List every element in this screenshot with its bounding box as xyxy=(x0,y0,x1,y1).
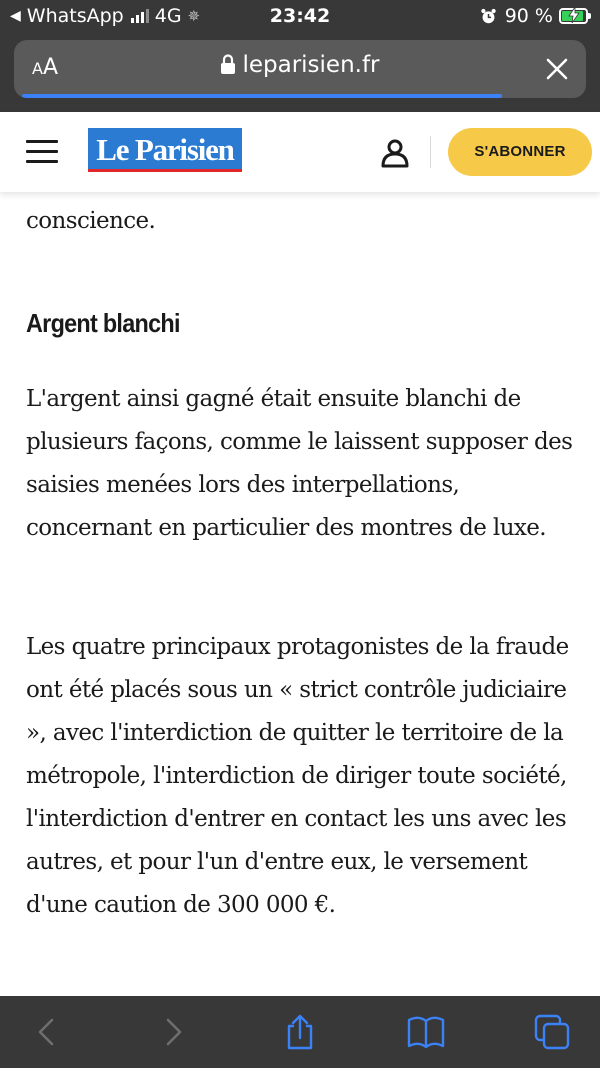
site-logo[interactable]: Le Parisien xyxy=(88,128,242,172)
browser-toolbar xyxy=(0,996,600,1068)
header-divider xyxy=(430,136,431,168)
url-display[interactable] xyxy=(14,52,586,78)
browser-bar xyxy=(0,34,600,112)
url-text: leparisien.fr xyxy=(242,52,380,78)
battery-cap xyxy=(588,13,591,19)
battery-icon xyxy=(559,8,588,24)
forward-icon[interactable] xyxy=(152,1014,192,1050)
status-bar xyxy=(0,0,600,34)
clock: 23:42 xyxy=(269,5,331,27)
address-bar[interactable] xyxy=(14,40,586,98)
text-size-small-glyph: A xyxy=(32,59,43,78)
paragraph-fragment: conscience. xyxy=(26,208,156,234)
article-paragraph: Les quatre principaux protagonistes de la fraude ont été placés sous un « strict contrôle judiciaire », avec l'interdiction de quitter le territoire de la métropole, l'interdiction de diriger toute société, l'interdiction d'entrer en contact les uns avec les autres, et pour l'un d'entre eux, le versement d'une caution de 300 000 €. xyxy=(26,634,569,918)
lock-icon xyxy=(220,53,236,75)
text-size-large-glyph: A xyxy=(42,55,59,80)
stop-loading-icon[interactable] xyxy=(544,56,570,82)
bookmarks-icon[interactable] xyxy=(406,1014,446,1050)
back-icon[interactable] xyxy=(28,1014,68,1050)
subscribe-button[interactable]: S'ABONNER xyxy=(448,128,592,176)
page-load-progress xyxy=(22,94,502,98)
share-icon[interactable] xyxy=(280,1014,320,1050)
back-to-app-icon[interactable]: ◀ xyxy=(10,8,21,24)
section-heading: Argent blanchi xyxy=(26,308,180,338)
back-app-label[interactable]: WhatsApp xyxy=(26,5,124,27)
status-right xyxy=(480,5,588,27)
menu-icon[interactable] xyxy=(26,140,58,164)
article-paragraph: L'argent ainsi gagné était ensuite blanchi de plusieurs façons, comme le laissent supposer des saisies menées lors des interpellations, concernant en particulier des montres de luxe. xyxy=(26,386,573,541)
activity-spinner-icon: ✵ xyxy=(187,7,201,25)
alarm-icon xyxy=(480,8,497,25)
account-icon[interactable] xyxy=(380,138,410,168)
network-type: 4G xyxy=(154,5,182,27)
battery-percent: 90 % xyxy=(504,5,553,27)
tabs-icon[interactable] xyxy=(532,1014,572,1050)
charging-bolt-icon xyxy=(568,7,580,23)
site-header xyxy=(0,112,600,192)
